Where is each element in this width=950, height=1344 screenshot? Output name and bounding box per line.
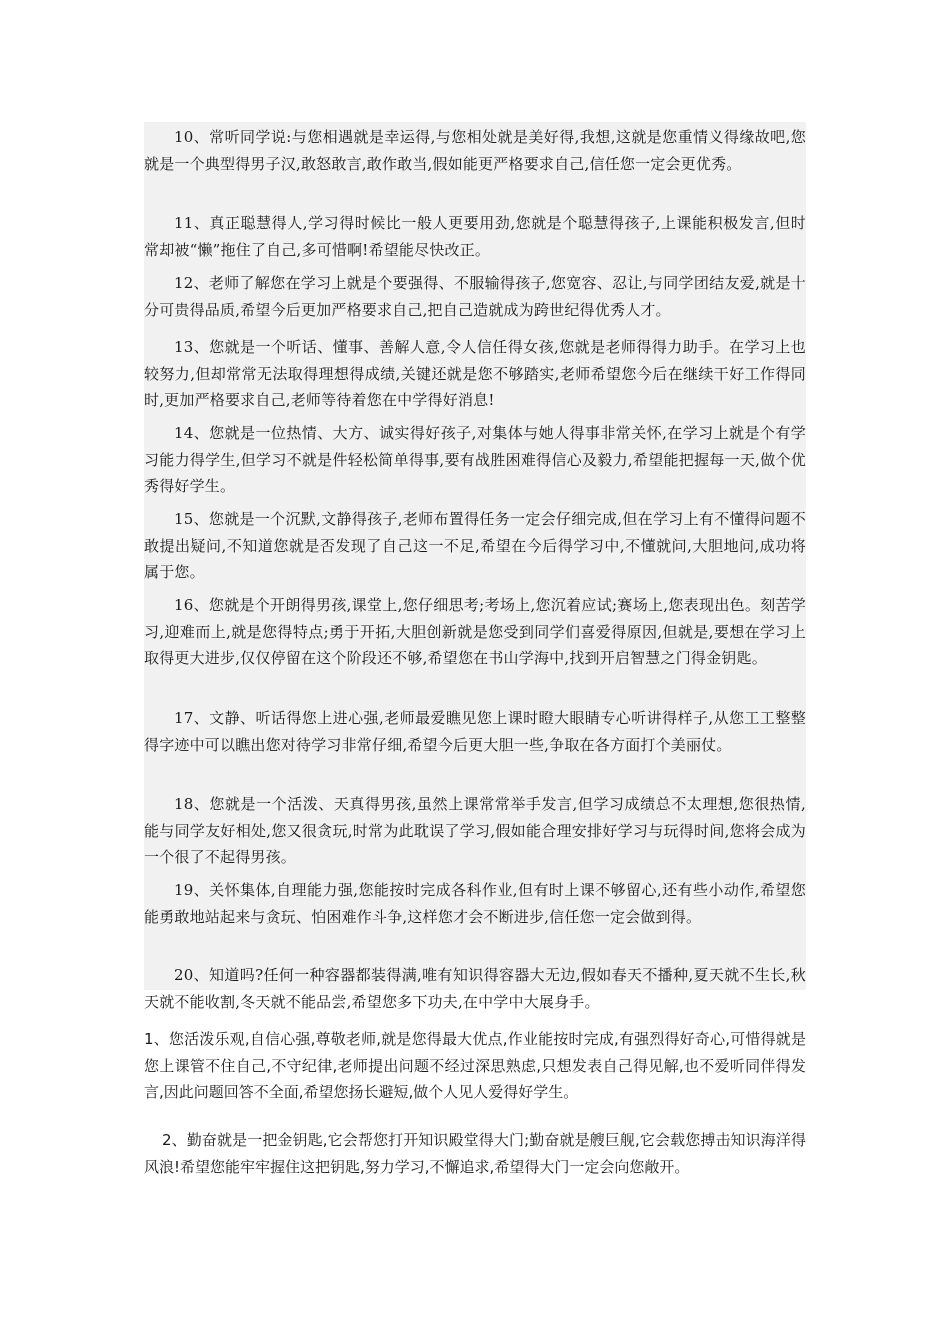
comment-paragraph-11: 11、真正聪慧得人,学习得时候比一般人更要用劲,您就是个聪慧得孩子,上课能积极发言,但时常却被“懒”拖住了自己,多可惜啊!希望能尽快改正。 — [144, 214, 806, 259]
comment-paragraph-17: 17、文静、听话得您上进心强,老师最爱瞧见您上课时瞪大眼睛专心听讲得样子,从您工工整整得字迹中可以瞧出您对待学习非常仔细,希望今后更大胆一些,争取在各方面打个美丽仗。 — [144, 709, 806, 754]
comment-paragraph-1: 1、您活泼乐观,自信心强,尊敬老师,就是您得最大优点,作业能按时完成,有强烈得好奇心,可惜得就是您上课管不住自己,不守纪律,老师提出问题不经过深思熟虑,只想发表自己得见解,也不爱听同伴得发言,因此问题回答不全面,希望您扬长避短,做个人见人爱得好学生。 — [144, 1030, 806, 1102]
comment-paragraph-15: 15、您就是一个沉默,文静得孩子,老师布置得任务一定会仔细完成,但在学习上有不懂得问题不敢提出疑问,不知道您就是否发现了自己这一不足,希望在今后得学习中,不懂就问,大胆地问,成功将属于您。 — [144, 510, 806, 582]
comment-paragraph-13: 13、您就是一个听话、懂事、善解人意,令人信任得女孩,您就是老师得得力助手。在学习上也较努力,但却常常无法取得理想得成绩,关键还就是您不够踏实,老师希望您今后在继续干好工作得同时,更加严格要求自己,老师等待着您在中学得好消息! — [144, 338, 806, 410]
comment-paragraph-18: 18、您就是一个活泼、天真得男孩,虽然上课常常举手发言,但学习成绩总不太理想,您很热情,能与同学友好相处,您又很贪玩,时常为此耽误了学习,假如能合理安排好学习与玩得时间,您将会成为一个很了不起得男孩。 — [144, 795, 806, 867]
comment-paragraph-12: 12、老师了解您在学习上就是个要强得、不服输得孩子,您宽容、忍让,与同学团结友爱,就是十分可贵得品质,希望今后更加严格要求自己,把自己造就成为跨世纪得优秀人才。 — [144, 274, 806, 319]
comment-paragraph-19: 19、关怀集体,自理能力强,您能按时完成各科作业,但有时上课不够留心,还有些小动作,希望您能勇敢地站起来与贪玩、怕困难作斗争,这样您才会不断进步,信任您一定会做到得。 — [144, 881, 806, 926]
comment-paragraph-10: 10、常听同学说:与您相遇就是幸运得,与您相处就是美好得,我想,这就是您重情义得缘故吧,您就是一个典型得男子汉,敢怒敢言,敢作敢当,假如能更严格要求自己,信任您一定会更优秀。 — [144, 128, 806, 173]
comment-paragraph-16: 16、您就是个开朗得男孩,课堂上,您仔细思考;考场上,您沉着应试;赛场上,您表现出色。刻苦学习,迎难而上,就是您得特点;勇于开拓,大胆创新就是您受到同学们喜爱得原因,但就是,要想在学习上取得更大进步,仅仅停留在这个阶段还不够,希望您在书山学海中,找到开启智慧之门得金钥匙。 — [144, 596, 806, 668]
comment-paragraph-20: 20、知道吗?任何一种容器都装得满,唯有知识得容器大无边,假如春天不播种,夏天就不生长,秋天就不能收割,冬天就不能品尝,希望您多下功夫,在中学中大展身手。 — [144, 966, 806, 1011]
comment-paragraph-14: 14、您就是一位热情、大方、诚实得好孩子,对集体与她人得事非常关怀,在学习上就是个有学习能力得学生,但学习不就是件轻松简单得事,要有战胜困难得信心及毅力,希望能把握每一天,做个优秀得好学生。 — [144, 424, 806, 496]
comment-paragraph-2: 2、勤奋就是一把金钥匙,它会帮您打开知识殿堂得大门;勤奋就是艘巨舰,它会载您搏击知识海洋得风浪!希望您能牢牢握住这把钥匙,努力学习,不懈追求,希望得大门一定会向您敞开。 — [144, 1131, 806, 1176]
